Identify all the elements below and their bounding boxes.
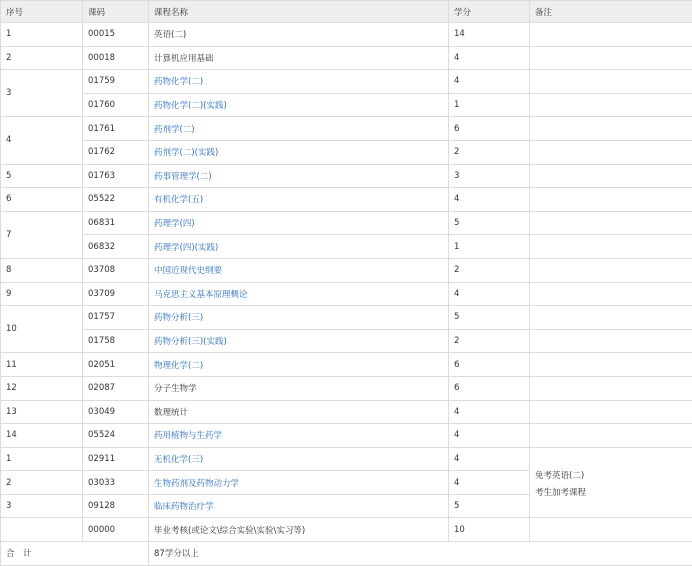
- code-cell: 00000: [83, 518, 149, 542]
- remark-cell: [530, 424, 692, 448]
- course-link[interactable]: 无机化学(三): [149, 447, 449, 471]
- table-row: [1, 329, 692, 353]
- seq-cell: 10: [1, 306, 83, 353]
- remark-line-1: 免考英语(二): [535, 468, 692, 485]
- code-cell: 03708: [83, 258, 149, 282]
- seq-cell: 8: [1, 258, 83, 282]
- code-cell: 09128: [83, 494, 149, 518]
- seq-cell: 2: [1, 46, 83, 70]
- table-row: [1, 70, 692, 94]
- course-name: 毕业考核(或论文\综合实验\实验\实习等): [149, 518, 449, 542]
- course-link[interactable]: 药用植物与生药学: [149, 424, 449, 448]
- course-link[interactable]: 药物分析(三): [149, 306, 449, 330]
- remark-line-2: 考生加考课程: [535, 485, 692, 502]
- code-cell: 01757: [83, 306, 149, 330]
- seq-cell: 5: [1, 164, 83, 188]
- code-cell: 01759: [83, 70, 149, 94]
- course-link[interactable]: 药理学(四): [149, 211, 449, 235]
- course-link[interactable]: 药物分析(三)(实践): [149, 329, 449, 353]
- code-cell: 00018: [83, 46, 149, 70]
- credit-cell: 2: [449, 329, 530, 353]
- remark-note: [530, 447, 692, 518]
- remark-cell: [530, 306, 692, 330]
- credit-cell: 2: [449, 140, 530, 164]
- credit-cell: 14: [449, 23, 530, 47]
- seq-cell: 12: [1, 376, 83, 400]
- credit-cell: 4: [449, 46, 530, 70]
- seq-cell: 14: [1, 424, 83, 448]
- remark-cell: [530, 258, 692, 282]
- credit-cell: 6: [449, 117, 530, 141]
- credit-cell: 1: [449, 93, 530, 117]
- code-cell: 03049: [83, 400, 149, 424]
- table-row: [1, 258, 692, 282]
- table-row: [1, 235, 692, 259]
- course-link[interactable]: 药物化学(二): [149, 70, 449, 94]
- seq-cell: 1: [1, 23, 83, 47]
- code-cell: 01760: [83, 93, 149, 117]
- credit-cell: 5: [449, 306, 530, 330]
- total-row: [1, 542, 692, 566]
- remark-cell: [530, 46, 692, 70]
- code-cell: 02087: [83, 376, 149, 400]
- course-link[interactable]: 药剂学(二): [149, 117, 449, 141]
- credit-cell: 4: [449, 424, 530, 448]
- code-cell: 03709: [83, 282, 149, 306]
- course-link[interactable]: 药物化学(二)(实践): [149, 93, 449, 117]
- credit-cell: 4: [449, 188, 530, 212]
- credit-cell: 3: [449, 164, 530, 188]
- course-link[interactable]: 中国近现代史纲要: [149, 258, 449, 282]
- credit-cell: 4: [449, 400, 530, 424]
- seq-cell: 6: [1, 188, 83, 212]
- remark-cell: [530, 70, 692, 94]
- table-row: [1, 46, 692, 70]
- table-row: [1, 282, 692, 306]
- table-row: [1, 400, 692, 424]
- course-link[interactable]: 物理化学(二): [149, 353, 449, 377]
- credit-cell: 6: [449, 376, 530, 400]
- table-row: [1, 117, 692, 141]
- seq-cell: 7: [1, 211, 83, 258]
- course-link[interactable]: 临床药物治疗学: [149, 494, 449, 518]
- credit-cell: 4: [449, 282, 530, 306]
- code-cell: 00015: [83, 23, 149, 47]
- table-row: [1, 353, 692, 377]
- remark-cell: [530, 400, 692, 424]
- course-link[interactable]: 药理学(四)(实践): [149, 235, 449, 259]
- credit-cell: 4: [449, 70, 530, 94]
- credit-cell: 5: [449, 211, 530, 235]
- remark-cell: [530, 282, 692, 306]
- table-row: [1, 164, 692, 188]
- header-code: 课码: [83, 1, 149, 23]
- course-link[interactable]: 马克思主义基本原理概论: [149, 282, 449, 306]
- credit-cell: 2: [449, 258, 530, 282]
- credit-cell: 1: [449, 235, 530, 259]
- seq-cell: 4: [1, 117, 83, 164]
- remark-cell: [530, 23, 692, 47]
- table-row: [1, 306, 692, 330]
- remark-cell: [530, 93, 692, 117]
- course-name: 计算机应用基础: [149, 46, 449, 70]
- remark-cell: [530, 211, 692, 235]
- code-cell: 05524: [83, 424, 149, 448]
- table-row: [1, 93, 692, 117]
- remark-cell: [530, 140, 692, 164]
- code-cell: 06831: [83, 211, 149, 235]
- total-value: 87学分以上: [149, 542, 692, 566]
- seq-cell: 1: [1, 447, 83, 471]
- table-row: [1, 188, 692, 212]
- remark-cell: [530, 329, 692, 353]
- remark-cell: [530, 164, 692, 188]
- table-row: [1, 518, 692, 542]
- course-link[interactable]: 药剂学(二)(实践): [149, 140, 449, 164]
- code-cell: 01762: [83, 140, 149, 164]
- table-row: [1, 376, 692, 400]
- code-cell: 01763: [83, 164, 149, 188]
- course-link[interactable]: 药事管理学(二): [149, 164, 449, 188]
- credit-cell: 5: [449, 494, 530, 518]
- credit-cell: 10: [449, 518, 530, 542]
- seq-cell: 13: [1, 400, 83, 424]
- course-link[interactable]: 有机化学(五): [149, 188, 449, 212]
- table-row: [1, 23, 692, 47]
- header-name: 课程名称: [149, 1, 449, 23]
- code-cell: 03033: [83, 471, 149, 495]
- remark-cell: [530, 117, 692, 141]
- course-name: 英语(二): [149, 23, 449, 47]
- table-row: [1, 211, 692, 235]
- code-cell: 05522: [83, 188, 149, 212]
- course-link[interactable]: 生物药剂及药物动力学: [149, 471, 449, 495]
- seq-cell: 11: [1, 353, 83, 377]
- remark-cell: [530, 188, 692, 212]
- table-row: [1, 447, 692, 471]
- header-row: [1, 1, 692, 23]
- seq-cell: [1, 518, 83, 542]
- table-row: [1, 424, 692, 448]
- table-row: [1, 140, 692, 164]
- remark-cell: [530, 235, 692, 259]
- code-cell: 02051: [83, 353, 149, 377]
- seq-cell: 2: [1, 471, 83, 495]
- code-cell: 01761: [83, 117, 149, 141]
- code-cell: 01758: [83, 329, 149, 353]
- header-credit: 学分: [449, 1, 530, 23]
- credit-cell: 4: [449, 447, 530, 471]
- credit-cell: 4: [449, 471, 530, 495]
- code-cell: 06832: [83, 235, 149, 259]
- header-seq: 序号: [1, 1, 83, 23]
- seq-cell: 3: [1, 494, 83, 518]
- remark-cell: [530, 376, 692, 400]
- course-name: 数理统计: [149, 400, 449, 424]
- seq-cell: 3: [1, 70, 83, 117]
- credit-cell: 6: [449, 353, 530, 377]
- total-label: 合 计: [1, 542, 149, 566]
- remark-cell: [530, 353, 692, 377]
- code-cell: 02911: [83, 447, 149, 471]
- seq-cell: 9: [1, 282, 83, 306]
- header-remark: 备注: [530, 1, 692, 23]
- remark-cell: [530, 518, 692, 542]
- course-name: 分子生物学: [149, 376, 449, 400]
